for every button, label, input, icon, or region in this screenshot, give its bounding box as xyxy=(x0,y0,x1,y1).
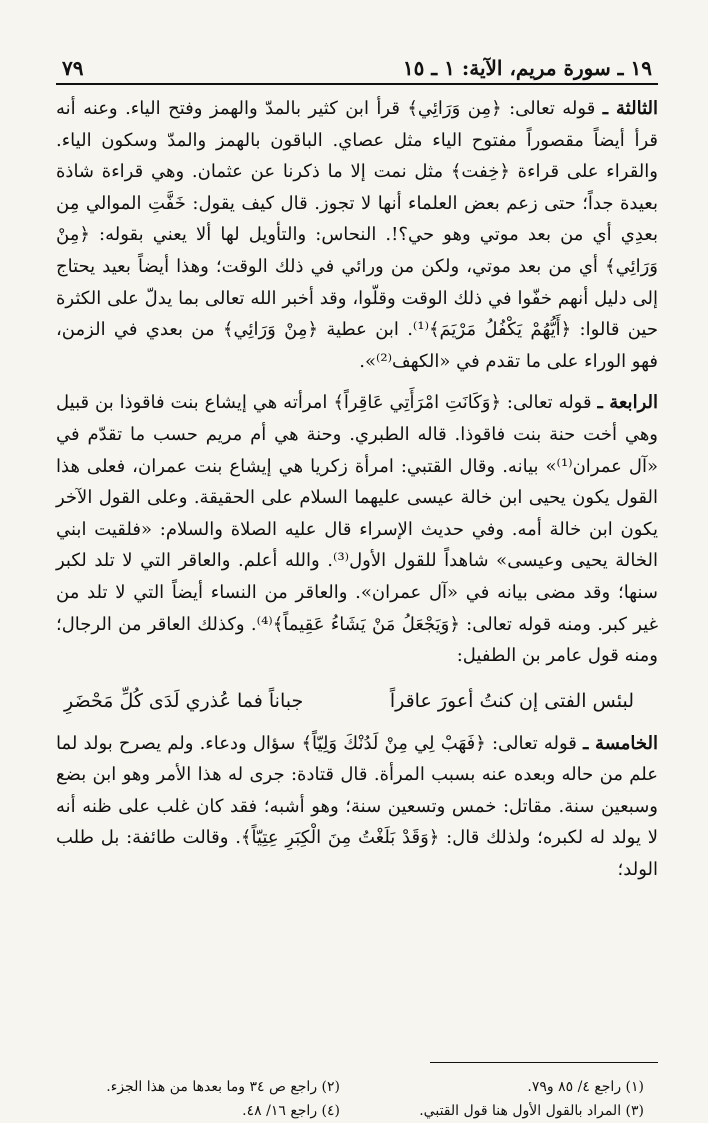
page-header xyxy=(56,56,658,83)
footnote-rule xyxy=(430,1062,658,1063)
header-rule xyxy=(56,83,658,85)
paragraph-fifth xyxy=(56,728,658,886)
running-title: ١٩ ـ سورة مريم، الآية: ١ ـ ١٥ xyxy=(402,56,652,80)
footnote-1: (١) راجع ٤/ ٨٥ و٧٩. xyxy=(527,1078,644,1095)
page-number: ٧٩ xyxy=(62,56,84,80)
paragraph-lead: الثالثة ـ xyxy=(602,98,658,119)
poetry-verse xyxy=(64,686,634,716)
footnote-3: (٣) المراد بالقول الأول هنا قول القتبي. xyxy=(419,1102,644,1119)
footnotes xyxy=(56,1075,658,1123)
paragraph-text: قوله تعالى: ﴿فَهَبْ لِي مِنْ لَدُنْكَ وَلِيّاً﴾ سؤال ودعاء. ولم يصرح بولد لما علم من حاله وبعده عنه بسبب المرأة. قال قتادة: جرى له هذا الأمر وهو ابن بضع وسبعين سنة. مقاتل: خمس وتسعين سنة؛ وهو أشبه؛ فقد كان غلب على ظنه أنه لا يولد له لكبره؛ ولذلك قال: ﴿وَقَدْ بَلَغْتُ مِنَ الْكِبَرِ عِتِيّاً﴾. وقالت طائفة: بل طلب الولد؛ xyxy=(56,732,658,881)
paragraph-text: قوله تعالى: ﴿وَكَانَتِ امْرَأَتِي عَاقِراً﴾ امرأته هي إيشاع بنت فاقوذا بن قبيل وهي أخت حنة بنت فاقوذا. قاله الطبري. وحنة هي أم مريم حسب ما تقدّم في «آل عمران⁽¹⁾» بيانه. وقال القتبي: امرأة زكريا هي إيشاع بنت عمران، فعلى هذا القول يكون يحيى ابن خالة عيسى عليهما السلام على الحقيقة. وعلى القول الآخر يكون ابن خالة أمه. وفي حديث الإسراء قال عليه الصلاة والسلام: «فلقيت ابني الخالة يحيى وعيسى» شاهداً للقول الأول⁽³⁾. والله أعلم. والعاقر التي لا تلد لكبر سنها؛ وقد مضى بيانه في «آل عمران». والعاقر من النساء أيضاً التي لا تلد من غير كبر. ومنه قوله تعالى: ﴿وَيَجْعَلُ مَنْ يَشَاءُ عَقِيماً﴾⁽⁴⁾. وكذلك العاقر من الرجال؛ ومنه قول عامر بن الطفيل: xyxy=(56,392,659,667)
footnote-2: (٢) راجع ص ٣٤ وما بعدها من هذا الجزء. xyxy=(106,1078,340,1095)
paragraph-third xyxy=(56,93,658,377)
paragraph-lead: الرابعة ـ xyxy=(597,392,658,414)
footnote-4: (٤) راجع ١٦/ ٤٨. xyxy=(242,1102,340,1119)
verse-first-hemistich: لبئس الفتى إن كنتُ أعورَ عاقراً xyxy=(389,689,634,712)
verse-second-hemistich: جباناً فما عُذري لَدَى كُلِّ مَحْضَرِ xyxy=(64,689,304,712)
paragraph-lead: الخامسة ـ xyxy=(583,732,658,754)
paragraph-fourth xyxy=(56,387,658,671)
paragraph-text: قوله تعالى: ﴿مِن وَرَائِي﴾ قرأ ابن كثير بالمدّ والهمز وفتح الياء. وعنه أنه قرأ أيضاً مقصوراً مفتوح الياء مثل عصاي. الباقون بالهمز والمدّ وسكون الياء. والقراء على قراءة ﴿خِفت﴾ مثل نمت إلا ما ذكرنا عن عثمان. وهي قراءة شاذة بعيدة جداً؛ حتى زعم بعض العلماء أنها لا تجوز. قال كيف يقول: خَفَّتِ الموالي مِن بعدِي أي من بعد موتي وهو حي؟!. النحاس: والتأويل لها ألا يعني بقوله: ﴿مِنْ وَرَائِي﴾ أي من بعد موتي، ولكن من ورائي في ذلك الوقت؛ وهذا أيضاً بعيد يحتاج إلى دليل أنهم خفّوا في ذلك الوقت وقلّوا، وقد أخبر الله تعالى بما يدلّ على الكثرة حين قالوا: ﴿أَيُّهُمْ يَكْفُلُ مَرْيَمَ﴾⁽¹⁾. ابن عطية ﴿مِنْ وَرَائِي﴾ من بعدي في الزمن، فهو الوراء على ما تقدم في «الكهف⁽²⁾». xyxy=(56,98,658,372)
